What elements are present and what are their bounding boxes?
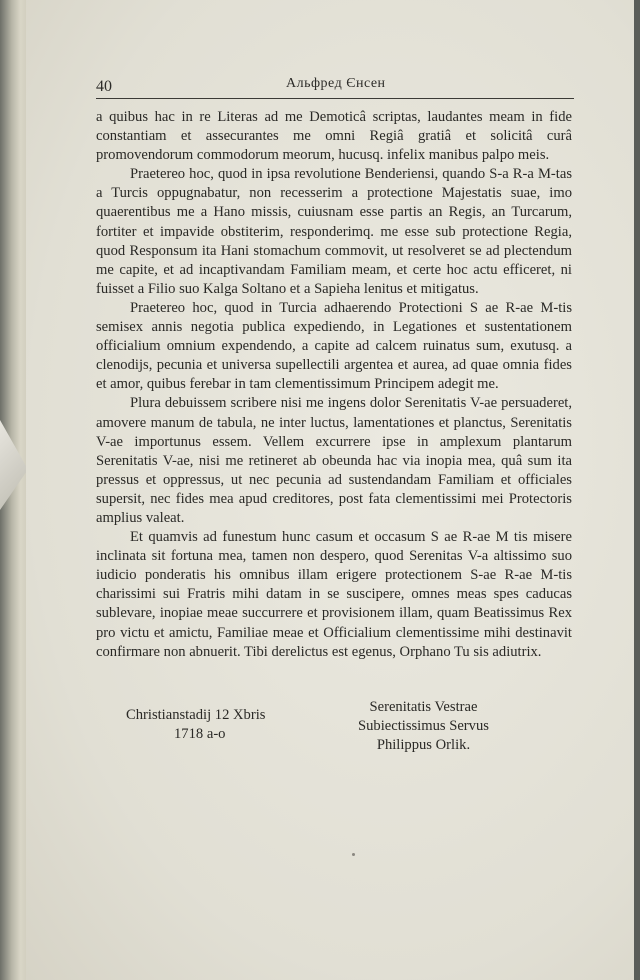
paragraph: a quibus hac in re Literas ad me Demoticâ scriptas, laudantes meam in fide constantiam et assecurantes me omni Regiâ gratiâ et solicitâ curâ promovendorum commodorum meorum, hucusq. infelix manibus palpo meis. — [96, 109, 572, 164]
paragraph: Praetereo hoc, quod in Turcia adhaerendo Protectioni S ae R-ae M-tis semisex annis negotia publica expediendo, in Legationes et sustentationem officialium omnium expendendo, a capite ad calcem ruinatus sum, exutusq. a clenodijs, pecunia et universa supellectili argentea et aurea, ad quae omnia fides et amor, quibus ferebar in tam clementissimum Principem adegit me. — [96, 299, 572, 393]
place-date — [126, 706, 265, 744]
paragraph: Plura debuissem scribere nisi me ingens dolor Serenitatis V-ae persuaderet, amovere manum de tabula, ne inter luctus, lamentationes et planctus, Serenitatis V-ae importunus essem. Vellem excurrere ipse in amplexum plantarum Serenitatis V-ae, nisi me retineret ab obeunda hac via inopia mea, quâ sum ita pressus et oppressus, ut nec pecunia ad sustendandam Familiam et officiales supersit, nec fides mea apud creditores, post fata clementissimi mei Protectoris amplius valeat. — [96, 395, 572, 526]
page-header — [96, 76, 574, 99]
closing — [358, 698, 489, 755]
page-edge — [634, 0, 640, 980]
paper-speck — [352, 853, 355, 856]
running-head: Альфред Єнсен — [286, 76, 386, 91]
closing-line: Subiectissimus Servus — [358, 718, 489, 735]
signatory-name: Philippus Orlik. — [376, 737, 471, 754]
page-number: 40 — [96, 78, 112, 95]
letter-body — [96, 108, 572, 662]
paragraph: Praetereo hoc, quod in ipsa revolutione Benderiensi, quando S-a R-a M-tas a Turcis oppugnabatur, non recesserim a protectione Majestatis suae, imo quaerentibus me a Hano missis, cuiusnam esse partis an Regis, an Turcarum, fortiter et impavide obstiterim, responderimq. me esse sub protectione Regia, quod Responsum ita Hani stomachum commovit, ut resolveret se ad plectendum me capite, et ad incaptivandam Familiam meam, et certe hoc actu efficeret, ni fuisset a Filio suo Kalga Soltano et a Sapieha lenitus et mitigatus. — [96, 166, 572, 297]
closing-line: Serenitatis Vestrae — [369, 699, 478, 715]
place: Christianstadij 12 Xbris — [126, 707, 266, 723]
paragraph: Et quamvis ad funestum hunc casum et occasum S ae R-ae M tis misere inclinata sit fortuna mea, tamen non despero, quod Serenitas V-a altissimo suo iudicio ponderatis his omnibus illam erigere protectionem S-ae R-ae M-tis charissimi sui Fratris mihi datam in se suscipere, omnes meas spes caducas sublevare, inopiae meae succurrere et provisionem illam, quam Beatissimus Rex pro victu et amictu, Familiae meae et Officialium clementissime mihi destinavit confirmare non abnuerit. Tibi derelictus est egenus, Orphano Tu sis adiutrix. — [96, 529, 572, 660]
signature-block — [96, 699, 572, 766]
date: 1718 a-o — [174, 726, 226, 743]
